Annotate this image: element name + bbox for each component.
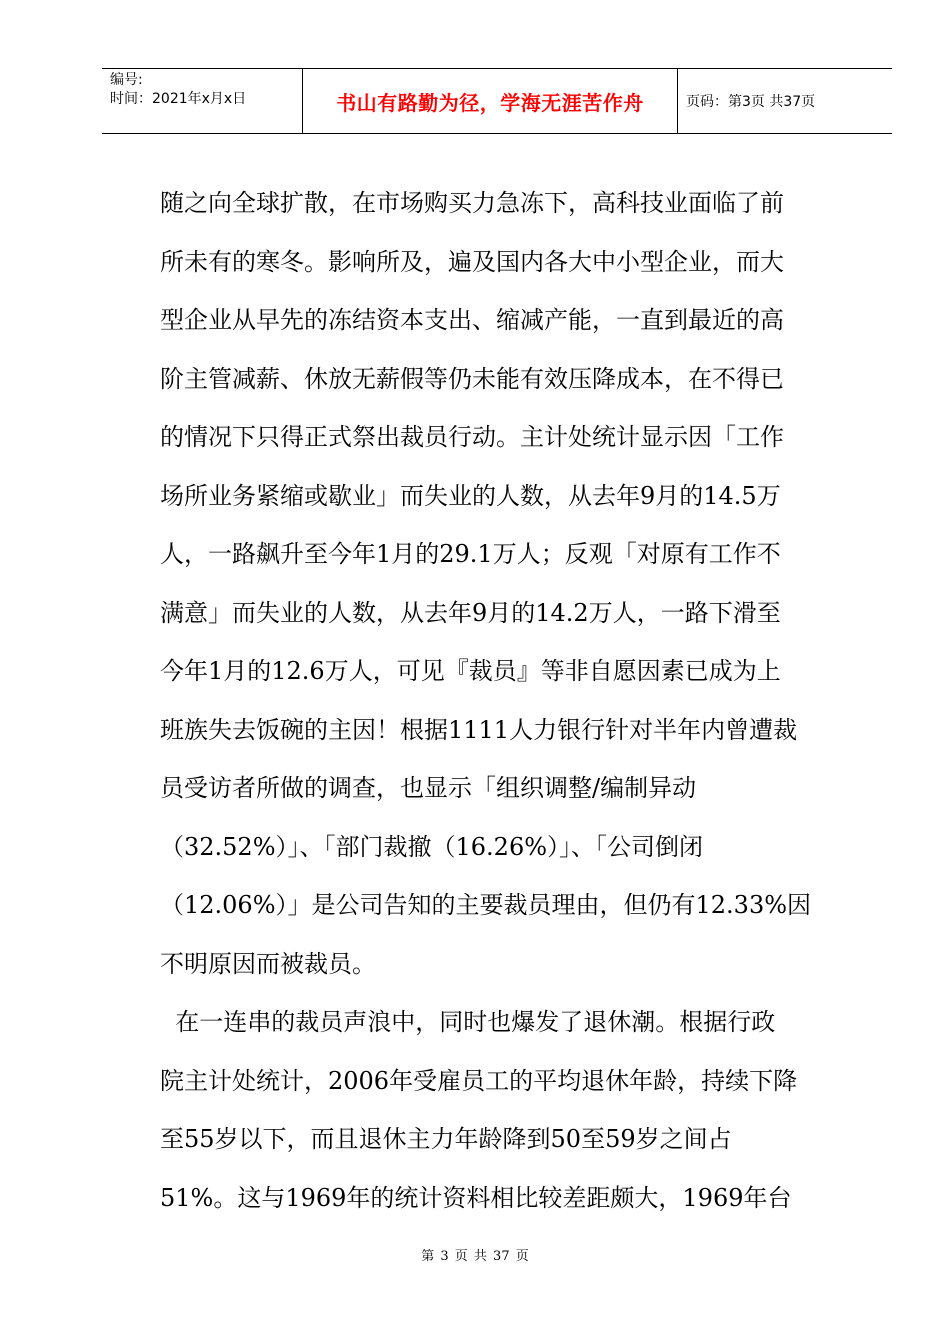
- text-line: 所未有的寒冬。影响所及，遍及国内各大中小型企业，而大: [160, 247, 784, 276]
- text-line: 随之向全球扩散，在市场购买力急冻下，高科技业面临了前: [160, 189, 784, 217]
- text-line: 场所业务紧缩或歇业」而失业的人数，从去年9月的14.5万: [160, 481, 781, 510]
- text-line: 院主计处统计，2006年受雇员工的平均退休年龄，持续下降: [160, 1066, 798, 1095]
- text-line: 在一连串的裁员声浪中，同时也爆发了退休潮。根据行政: [160, 1008, 776, 1036]
- text-line: 至55岁以下，而且退休主力年龄降到50至59岁之间占: [160, 1125, 732, 1153]
- text-line: 满意」而失业的人数，从去年9月的14.2万人，一路下滑至: [160, 598, 781, 627]
- page-footer: 第 3 页 共 37 页: [421, 1249, 529, 1264]
- header-motto: 书山有路勤为径，学海无涯苦作舟: [303, 69, 678, 133]
- page-header: [102, 68, 892, 134]
- header-page-info: 页码：第3页 共37页: [686, 94, 816, 110]
- text-line: 不明原因而被裁员。: [160, 949, 376, 978]
- text-line: 51%。这与1969年的统计资料相比较差距颇大，1969年台: [160, 1183, 792, 1212]
- serial-label: 编号:: [110, 72, 143, 88]
- text-line: （12.06%）」是公司告知的主要裁员理由，但仍有12.33%因: [160, 891, 812, 919]
- text-line: （32.52%）」、「部门裁撤（16.26%）」、「公司倒闭: [160, 832, 704, 861]
- text-line: 人，一路飙升至今年1月的29.1万人；反观「对原有工作不: [160, 540, 781, 568]
- time-label: 时间：2021年x月x日: [110, 91, 247, 107]
- text-line: 今年1月的12.6万人，可见『裁员』等非自愿因素已成为上: [160, 657, 781, 685]
- header-meta: [102, 69, 303, 133]
- text-line: 阶主管减薪、休放无薪假等仍未能有效压降成本，在不得已: [160, 364, 784, 393]
- text-line: 型企业从早先的冻结资本支出、缩减产能，一直到最近的高: [160, 306, 784, 334]
- text-line: 班族失去饭碗的主因！根据1111人力银行针对半年内曾遭裁: [160, 715, 798, 744]
- text-line: 的情况下只得正式祭出裁员行动。主计处统计显示因「工作: [160, 423, 784, 451]
- body-text: [160, 174, 850, 1227]
- text-line: 员受访者所做的调查，也显示「组织调整/编制异动: [160, 774, 697, 802]
